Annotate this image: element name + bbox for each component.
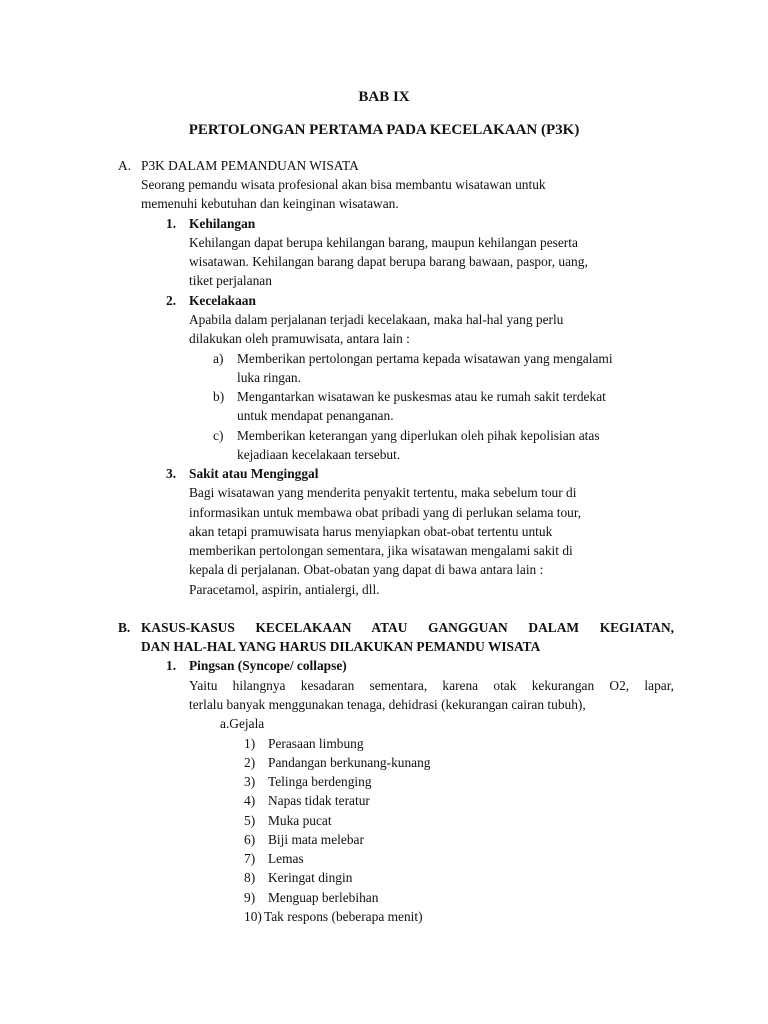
paragraph-line: dilakukan oleh pramuwisata, antara lain : [189,331,410,346]
symptom-item: Perasaan limbung [268,736,364,751]
symptom-item: Lemas [268,851,304,866]
paragraph-line: tiket perjalanan [189,273,272,288]
paragraph-line: luka ringan. [237,370,301,385]
symptom-marker: 9) [244,890,256,905]
section-b-heading: KASUS-KASUS KECELAKAAN ATAU GANGGUAN DALAM KEGIATAN, [141,620,674,635]
paragraph-line: wisatawan. Kehilangan barang dapat berupa barang bawaan, paspor, uang, [189,254,588,269]
symptom-item: Menguap berlebihan [268,890,379,905]
symptom-item: Telinga berdenging [268,774,372,789]
item-heading: Sakit atau Menginggal [189,466,319,481]
paragraph-line: informasikan untuk membawa obat pribadi yang di perlukan selama tour, [189,505,582,520]
item-heading: Kecelakaan [189,293,256,308]
section-b-heading: DAN HAL-HAL YANG HARUS DILAKUKAN PEMANDU WISATA [141,639,541,654]
list-marker: 3. [166,466,177,481]
paragraph-line: Paracetamol, aspirin, antialergi, dll. [189,582,380,597]
symptom-marker: 3) [244,774,256,789]
gejala-label: a.Gejala [220,716,265,731]
paragraph-line: terlalu banyak menggunakan tenaga, dehidrasi (kekurangan cairan tubuh), [189,697,586,712]
chapter-title: BAB IX [358,89,410,105]
symptom-item: Napas tidak teratur [268,793,370,808]
paragraph-line: Memberikan pertolongan pertama kepada wisatawan yang mengalami [237,351,613,366]
paragraph-line: Yaitu hilangnya kesadaran sementara, karena otak kekurangan O2, lapar, [189,678,674,693]
paragraph-line: Apabila dalam perjalanan terjadi kecelakaan, maka hal-hal yang perlu [189,312,564,327]
symptom-marker: 6) [244,832,256,847]
item-heading: Pingsan (Syncope/ collapse) [189,658,347,673]
chapter-subtitle: PERTOLONGAN PERTAMA PADA KECELAKAAN (P3K) [188,122,580,138]
list-marker: 1. [166,658,177,673]
paragraph-line: kejadiaan kecelakaan tersebut. [237,447,401,462]
paragraph-line: Bagi wisatawan yang menderita penyakit tertentu, maka sebelum tour di [189,485,577,500]
paragraph-line: untuk mendapat penanganan. [237,408,394,423]
symptom-item: Tak respons (beberapa menit) [264,909,423,924]
paragraph-line: Kehilangan dapat berupa kehilangan barang, maupun kehilangan peserta [189,235,578,250]
paragraph-line: Seorang pemandu wisata profesional akan bisa membantu wisatawan untuk [141,177,546,192]
list-marker: 1. [166,216,177,231]
paragraph-line: Mengantarkan wisatawan ke puskesmas atau ke rumah sakit terdekat [237,389,606,404]
paragraph-line: Memberikan keterangan yang diperlukan oleh pihak kepolisian atas [237,428,600,443]
symptom-marker: 5) [244,813,256,828]
sub-marker: c) [213,428,224,443]
symptom-item: Biji mata melebar [268,832,364,847]
section-a-marker: A. [118,158,132,173]
sub-marker: b) [213,389,225,404]
symptom-marker: 8) [244,870,256,885]
symptom-marker: 4) [244,793,256,808]
symptom-marker: 1) [244,736,256,751]
list-marker: 2. [166,293,177,308]
section-a-heading: P3K DALAM PEMANDUAN WISATA [141,158,359,173]
item-heading: Kehilangan [189,216,256,231]
symptom-item: Keringat dingin [268,870,353,885]
paragraph-line: akan tetapi pramuwisata harus menyiapkan obat-obat tertentu untuk [189,524,553,539]
paragraph-line: kepala di perjalanan. Obat-obatan yang dapat di bawa antara lain : [189,562,544,577]
symptom-item: Pandangan berkunang-kunang [268,755,431,770]
paragraph-line: memberikan pertolongan sementara, jika wisatawan mengalami sakit di [189,543,573,558]
sub-marker: a) [213,351,224,366]
symptom-marker: 7) [244,851,256,866]
symptom-marker: 10) [244,909,262,924]
symptom-item: Muka pucat [268,813,332,828]
symptom-marker: 2) [244,755,256,770]
paragraph-line: memenuhi kebutuhan dan keinginan wisatawan. [141,196,399,211]
section-b-marker: B. [118,620,131,635]
